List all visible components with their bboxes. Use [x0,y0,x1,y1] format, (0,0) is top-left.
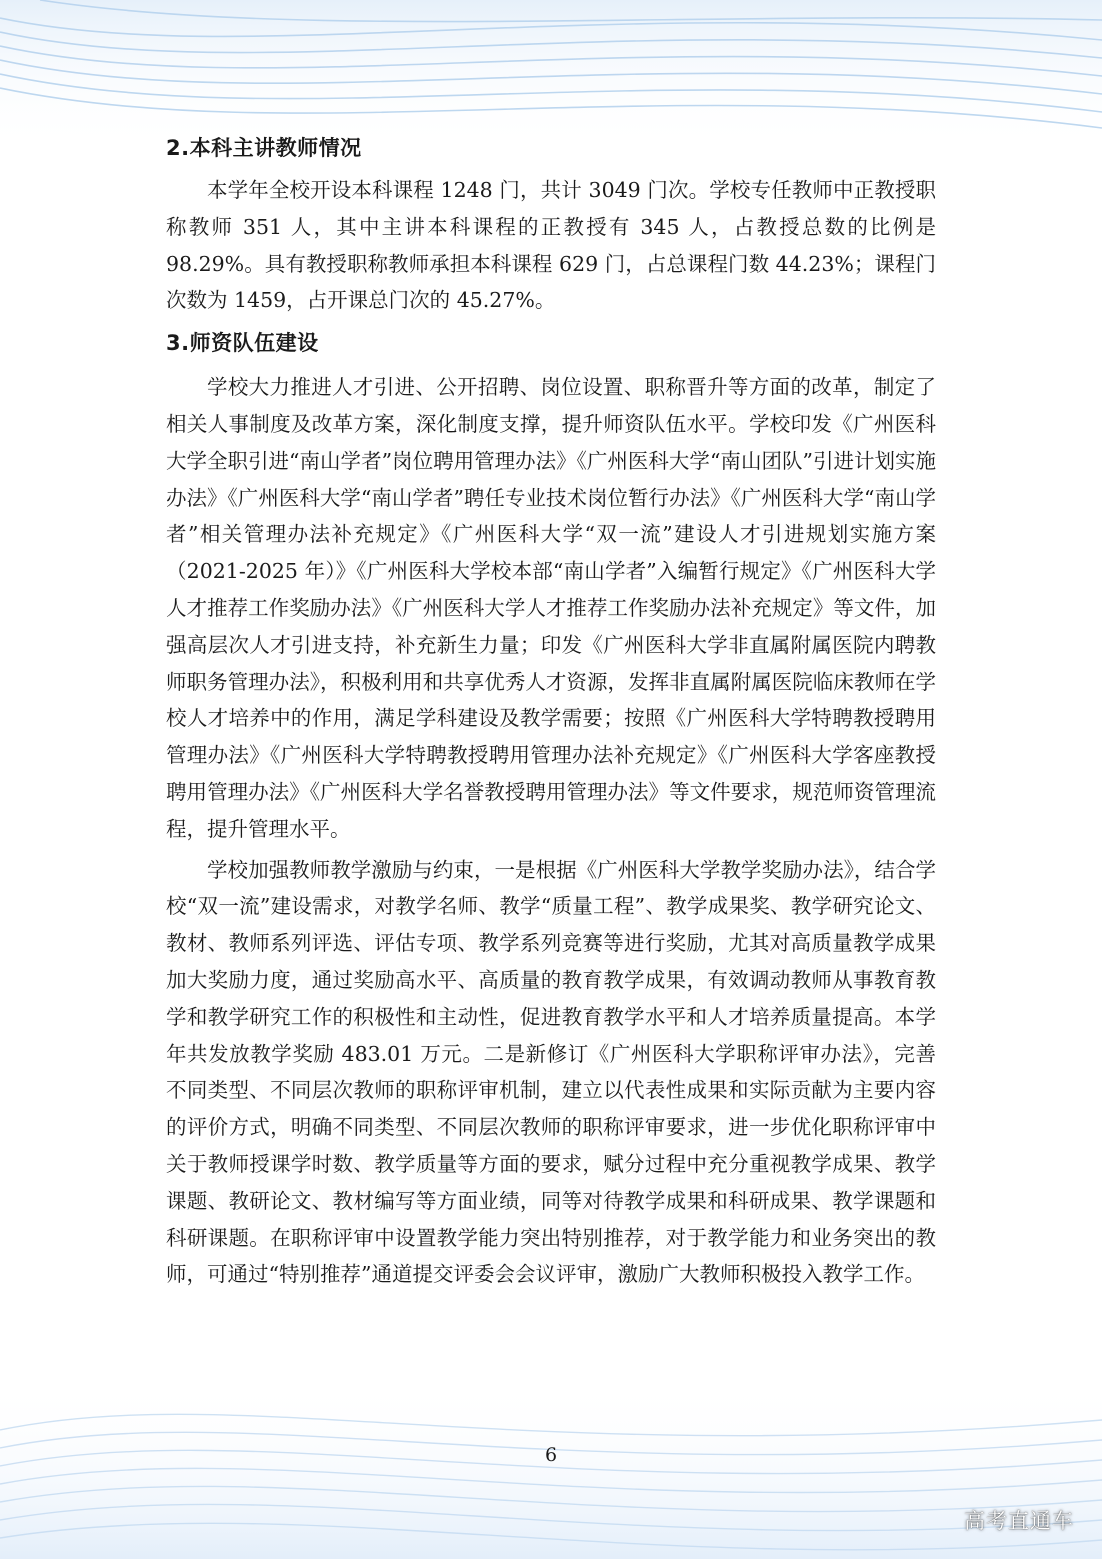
section3-paragraph-1: 学校大力推进人才引进、公开招聘、岗位设置、职称晋升等方面的改革，制定了相关人事制度及改革方案，深化制度支撑，提升师资队伍水平。学校印发《广州医科大学全职引进“南山学者”岗位聘用管理办法》《广州医科大学“南山团队”引进计划实施办法》《广州医科大学“南山学者”聘任专业技术岗位暂行办法》《广州医科大学“南山学者”相关管理办法补充规定》《广州医科大学“双一流”建设人才引进规划实施方案（2021-2025 年）》《广州医科大学校本部“南山学者”入编暂行规定》《广州医科大学人才推荐工作奖励办法》《广州医科大学人才推荐工作奖励办法补充规定》等文件，加强高层次人才引进支持，补充新生力量；印发《广州医科大学非直属附属医院内聘教师职务管理办法》，积极利用和共享优秀人才资源，发挥非直属附属医院临床教师在学校人才培养中的作用，满足学科建设及教学需要；按照《广州医科大学特聘教授聘用管理办法》《广州医科大学特聘教授聘用管理办法补充规定》《广州医科大学客座教授聘用管理办法》《广州医科大学名誉教授聘用管理办法》等文件要求，规范师资管理流程，提升管理水平。 [166,375,936,841]
section3-paragraph-2: 学校加强教师教学激励与约束，一是根据《广州医科大学教学奖励办法》，结合学校“双一流”建设需求，对教学名师、教学“质量工程”、教学成果奖、教学研究论文、教材、教师系列评选、评估专项、教学系列竞赛等进行奖励，尤其对高质量教学成果加大奖励力度，通过奖励高水平、高质量的教育教学成果，有效调动教师从事教育教学和教学研究工作的积极性和主动性，促进教育教学水平和人才培养质量提高。本学年共发放教学奖励 483.01 万元。二是新修订《广州医科大学职称评审办法》，完善不同类型、不同层次教师的职称评审机制，建立以代表性成果和实际贡献为主要内容的评价方式，明确不同类型、不同层次教师的职称评审要求，进一步优化职称评审中关于教师授课学时数、教学质量等方面的要求，赋分过程中充分重视教学成果、教学课题、教研论文、教材编写等方面业绩，同等对待教学成果和科研成果、教学课题和科研课题。在职称评审中设置教学能力突出特别推荐，对于教学能力和业务突出的教师，可通过“特别推荐”通道提交评委会会议评审，激励广大教师积极投入教学工作。 [166,857,936,1287]
page-content [166,128,936,1293]
section2-paragraph: 本学年全校开设本科课程 1248 门，共计 3049 门次。学校专任教师中正教授职称教师 351 人，其中主讲本科课程的正教授有 345 人，占教授总数的比例是 98.29%。具有教授职称教师承担本科课程 629 门，占总课程门数 44.23%；课程门次数为 1459，占开课总门次的 45.27%。 [166,178,936,313]
section-heading-2: 2.本科主讲教师情况 [166,136,362,160]
watermark: 高考直通车 [964,1509,1074,1533]
page-number: 6 [544,1444,558,1466]
section-heading-3: 3.师资队伍建设 [166,331,319,356]
